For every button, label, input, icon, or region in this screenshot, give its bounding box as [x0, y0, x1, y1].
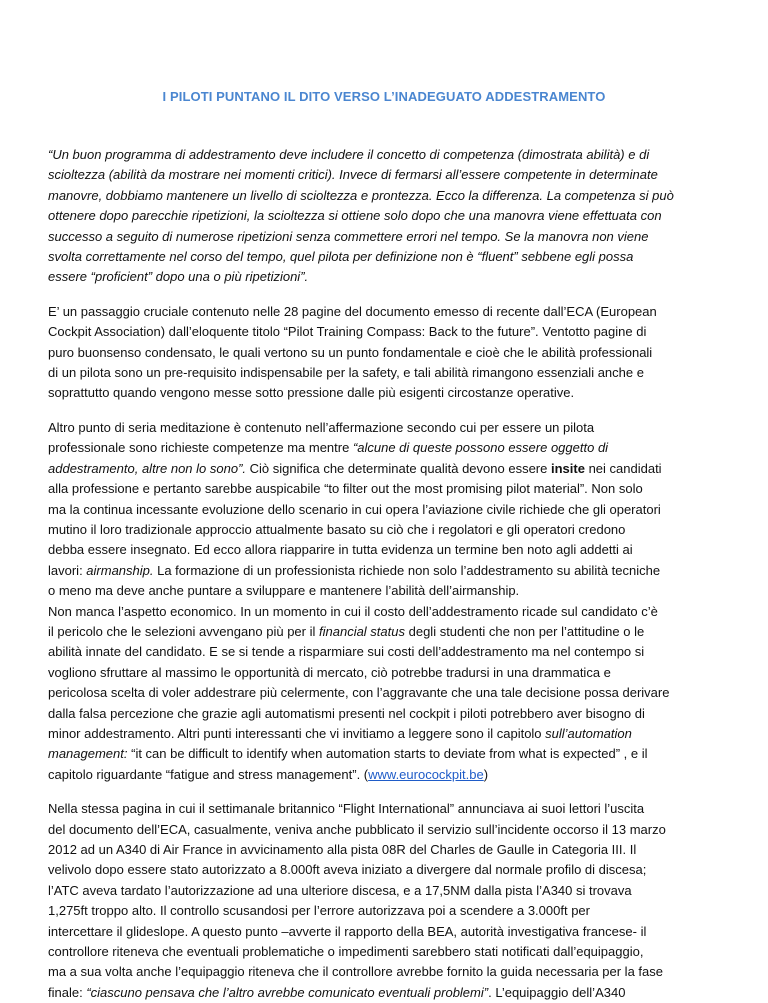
- text-line: puro buonsenso condensato, le quali vertono su un punto fondamentale e cioè che le abilità professionali: [48, 344, 653, 360]
- text-line: [48, 438, 728, 458]
- text-run: capitolo riguardante “fatigue and stress management”. (: [48, 766, 369, 782]
- text-line: [48, 983, 728, 1003]
- italic-run: “alcune di queste possono essere oggetto di: [352, 440, 609, 456]
- page-title: I PILOTI PUNTANO IL DITO VERSO L’INADEGUATO ADDESTRAMENTO: [162, 89, 606, 104]
- italic-run: airmanship.: [86, 562, 154, 578]
- text-line: mutino il loro tradizionale approccio attualmente basato su ciò che i regolatori e gli operatori credono: [48, 521, 626, 537]
- text-run: finale:: [48, 984, 87, 1000]
- text-line: velivolo dopo essere stato autorizzato a 8.000ft aveva iniziato a divergere dal normale profilo di discesa;: [48, 862, 647, 878]
- text-line: ma a sua volta anche l’equipaggio riteneva che il controllore avrebbe fornito la guida necessaria per la fase: [48, 964, 663, 980]
- paragraph-eca-document: [48, 302, 728, 404]
- text-run: professionale sono richieste competenze ma mentre: [48, 440, 353, 456]
- text-line: Nella stessa pagina in cui il settimanale britannico “Flight International” annunciava ai suoi lettori l’uscita: [48, 801, 645, 817]
- text-line: 2012 ad un A340 di Air France in avvicinamento alla pista 08R del Charles de Gaulle in Categoria III. Il: [48, 842, 637, 857]
- text-line: alla professione e pertanto sarebbe auspicabile “to filter out the most promising pilot material”. Non solo: [48, 481, 643, 497]
- text-line: pericolosa scelta di voler addestrare più celermente, con l’aggravante che una tale decisione possa derivare: [48, 685, 670, 701]
- text-line: [48, 765, 728, 785]
- text-line: [48, 744, 728, 764]
- text-run: il pericolo che le selezioni avvengano più per il: [48, 623, 319, 639]
- paragraph-economics: [48, 602, 728, 786]
- text-run: lavori:: [48, 562, 87, 578]
- eurocockpit-link[interactable]: www.eurocockpit.be: [368, 766, 484, 782]
- bold-run: insite: [550, 460, 585, 476]
- text-line: E’ un passaggio cruciale contenuto nelle 28 pagine del documento emesso di recente dall’ECA (European: [48, 303, 657, 319]
- quote-line: svolta correttamente nel corso del tempo, quel pilota per definizione non è “fluent” sebbene egli possa: [48, 249, 634, 265]
- text-line: del documento dell’ECA, casualmente, veniva anche pubblicato il servizio sull’incidente occorso il 13 marzo: [48, 821, 666, 837]
- paragraph-airmanship: [48, 418, 728, 602]
- quote-line: successo a seguito di numerose ripetizioni senza commettere errori nel tempo. Se la manovra non viene: [48, 228, 649, 244]
- text-line: Non manca l’aspetto economico. In un momento in cui il costo dell’addestramento ricade sul candidato c’è: [48, 603, 658, 619]
- text-run: . L’equipaggio dell’A340: [488, 984, 626, 1000]
- text-line: vogliono sfruttare al massimo le opportunità di mercato, ciò potrebbe tradursi in una drammatica e: [48, 664, 611, 680]
- italic-run: financial status: [319, 623, 405, 639]
- quote-line: “Un buon programma di addestramento deve includere il concetto di competenza (dimostrata abilità) e di: [48, 147, 650, 162]
- text-line: dalla falsa percezione che grazie agli automatismi presenti nel cockpit i piloti potrebbero aver bisogno di: [48, 705, 645, 721]
- text-line: [48, 622, 728, 642]
- text-run: nei candidati: [584, 460, 662, 476]
- text-line: intercettare il glideslope. A questo punto –avverte il rapporto della BEA, autorità investigativa francese- il: [48, 923, 647, 939]
- italic-run: sull’automation: [545, 725, 632, 741]
- text-run: ): [483, 766, 489, 782]
- italic-run: management:: [48, 746, 128, 762]
- text-run: degli studenti che non per l’attitudine o le: [405, 623, 645, 639]
- text-line: Cockpit Association) dall’eloquente titolo “Pilot Training Compass: Back to the future”. Ventotto pagine di: [48, 324, 647, 340]
- quote-line: scioltezza (abilità da mostrare nei momenti critici). Invece di fermarsi all’essere competente in determinate: [48, 167, 658, 183]
- quote-line: manovre, dobbiamo mantenere un livello di scioltezza e prontezza. Ecco la differenza. La competenza si può: [48, 187, 674, 203]
- text-line: 1,275ft troppo alto. Il controllo scusandosi per l’errore autorizzava poi a scendere a 3.000ft per: [48, 903, 590, 919]
- text-run: La formazione di un professionista richiede non solo l’addestramento su abilità tecniche: [153, 562, 661, 578]
- text-line: controllore riteneva che eventuali problematiche o impedimenti sarebbero stati notificati dall’equipaggio,: [48, 944, 644, 960]
- quote-paragraph: [48, 145, 728, 288]
- text-run: Ciò significa che determinate qualità devono essere: [246, 460, 551, 476]
- text-run: minor addestramento. Altri punti interessanti che vi invitiamo a leggere sono il capitolo: [48, 725, 546, 741]
- text-line: [48, 724, 728, 744]
- text-line: soprattutto quando vengono messe sotto pressione dalle più esigenti circostanze operative.: [48, 385, 575, 401]
- text-line: Altro punto di seria meditazione è contenuto nell’affermazione secondo cui per essere un pilota: [48, 419, 595, 435]
- italic-run: addestramento, altre non lo sono”.: [48, 460, 247, 476]
- text-line: [48, 561, 728, 581]
- italic-run: “ciascuno pensava che l’altro avrebbe comunicato eventuali problemi”: [86, 984, 489, 1000]
- quote-line: essere “proficient” dopo una o più ripetizioni”.: [48, 269, 309, 285]
- text-line: ma la continua incessante evoluzione dello scenario in cui opera l’aviazione civile richiede che gli operatori: [48, 501, 661, 517]
- text-line: o meno ma deve anche puntare a sviluppare e mantenere l’abilità dell’airmanship.: [48, 583, 520, 599]
- paragraph-incident: [48, 799, 728, 1003]
- quote-line: ottenere dopo parecchie ripetizioni, la scioltezza si ottiene solo dopo che una manovra viene effettuata con: [48, 208, 662, 224]
- document-body: [48, 145, 728, 1003]
- text-line: di un pilota sono un pre-requisito indispensabile per la safety, e tali abilità rimangono essenziali anche e: [48, 365, 644, 381]
- text-line: l’ATC aveva tardato l’autorizzazione ad una ulteriore discesa, e a 17,5NM dalla pista l’A340 si trovava: [48, 882, 632, 898]
- text-run: “it can be difficult to identify when automation starts to deviate from what is expected” , e il: [127, 746, 648, 762]
- text-line: [48, 459, 728, 479]
- text-line: abilità innate del candidato. E se si tende a risparmiare sui costi dell’addestramento ma nel contempo si: [48, 644, 645, 660]
- text-line: debba essere insegnato. Ed ecco allora riapparire in tutta evidenza un termine ben noto agli addetti ai: [48, 542, 633, 558]
